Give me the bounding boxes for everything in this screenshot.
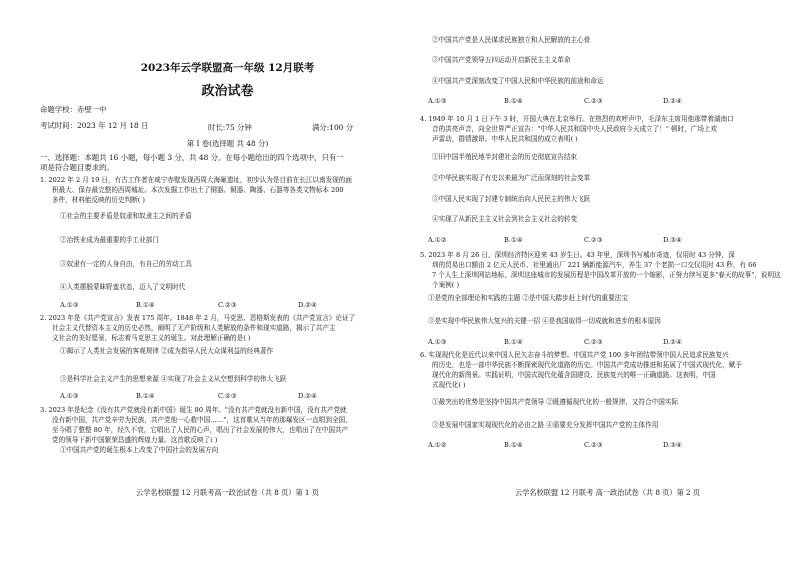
school-line: 命题学校：赤壁一中 xyxy=(40,105,107,114)
q2-stem-line: 义社会的美好愿景，标志着马克思主义的诞生。对此理解正确的是( ) xyxy=(52,334,251,342)
q4-stem-line: 声雷动，群情激昂。中华人民共和国的成立表明( ) xyxy=(432,135,578,143)
q3-stem-line: 没有新中国，共产党辛劳为民族，共产党他一心救中国……"，这首歌从当年的那爆发区一直唱到全国， xyxy=(52,416,352,424)
q3-stem-line: 党的领导下新中国繁荣昌盛的辉煌力量。这首歌反映了( ) xyxy=(52,436,218,444)
q2-option-d[interactable]: D.②④ xyxy=(298,392,317,400)
section-title: 第 I 卷(选择题 共 48 分) xyxy=(186,139,269,148)
q2-option-b[interactable]: B.①④ xyxy=(136,392,155,400)
q4-option-b[interactable]: B.①④ xyxy=(504,236,523,244)
exam-title: 2023年云学联盟高一年级 12月联考 xyxy=(140,62,315,74)
q2-option-a[interactable]: A.①③ xyxy=(60,392,79,400)
q4-item: ①旧中国半殖民地半封建社会的历史彻底宣告结束 xyxy=(432,153,578,161)
q1-option-b[interactable]: B.①④ xyxy=(136,301,155,309)
q6-option-b[interactable]: B.①④ xyxy=(504,441,523,449)
exam-duration: 时长:75 分钟 xyxy=(208,123,252,132)
q1-option-c[interactable]: C.②③ xyxy=(218,301,237,309)
q2-stem-line: 社会主义代替资本主义的历史必然，阐明了无产阶级和人类解放的条件和现实道路，揭示了共产主 xyxy=(52,324,336,332)
q4-stem-line: 音的洪亮声音，向全世界严正宣告："中华人民共和国中央人民政府今天成立了！" 顿时，广场上欢 xyxy=(432,125,718,133)
q5-stem-line: 个案例( ) xyxy=(432,281,460,289)
q6-item: ①最突出的优势是坚持中国共产党领导 ②既遵循现代化的一般规律，又符合中国实际 xyxy=(432,398,679,406)
q5-stem-line: 7 个人生上深圳网站地标，深圳这座城市的发展历程是中国改革开放的一个缩影，正努力续写更多"春天的故事"，说明这 xyxy=(432,271,781,279)
q1-item: ④人类摆脱蒙昧野蛮状态，迈入了文明时代 xyxy=(60,283,186,291)
q5-option-b[interactable]: B.①④ xyxy=(504,338,523,346)
q4-item: ②中华民族实现了有史以来最为广泛而深刻的社会变革 xyxy=(432,174,591,182)
q1-option-a[interactable]: A.①③ xyxy=(60,301,79,309)
q2-stem-line: 2. 2023 年是《共产党宣言》发表 175 周年。1848 年 2 月，马克思、恩格斯发表的《共产党宣言》论证了 xyxy=(40,314,356,322)
q6-stem-line: 现代化的新图景。实践证明，中国式现代化蕴含国建设、民族复兴的唯一正确道路。这表明，中国 xyxy=(432,371,716,379)
q3-option-c[interactable]: C.②③ xyxy=(584,97,603,105)
q1-stem-line: 1. 2022 年 2 月 19 日，有古工作者在咸宁赤壁发现西周大海砸遗址，初步认为是目前在长江以南发现的面 xyxy=(40,176,352,184)
q2-item: ③是科学社会主义产生的思想来源 ④实现了社会主义从空想到科学的伟大飞跃 xyxy=(60,375,287,383)
q4-option-a[interactable]: A.①② xyxy=(428,236,447,244)
q1-item: ①社会的主要矛盾是奴隶和奴隶主之间的矛盾 xyxy=(60,212,192,220)
q6-stem-line: 6. 实现现代化是近代以来中国人民矢志奋斗的梦想。中国共产党 100 多年团结带领中国人民追求民族复兴 xyxy=(420,351,729,359)
q5-stem-line: 圳的贸易出口额由 2 亿元人民币、社里通出厂 221 辆新能源汽车，养生 37 个老损一口交仅用时 43 秒，有 66 xyxy=(432,261,757,269)
q6-item: ③是发展中国家实现现代化的必由之路 ④需要充分发挥中国共产党的主体作用 xyxy=(432,421,659,429)
q1-item: ②冶铁业成为最重要的手工业部门 xyxy=(60,236,159,244)
q3-stem-line: 3. 2023 年是纪念《没有共产党就没有新中国》诞生 80 周年。"没有共产党就没有新中国，没有共产党就 xyxy=(40,406,347,414)
q1-stem-line: 多件，材料能反映的历史判断( ) xyxy=(52,196,145,204)
q5-item: ③是实现中华民族伟大复兴的关键一招 ④是我国取得一切成就和进步的根本原因 xyxy=(428,317,661,325)
q3-option-a[interactable]: A.①③ xyxy=(428,97,447,105)
q3-option-b[interactable]: B.①④ xyxy=(504,97,523,105)
q1-option-d[interactable]: D.②④ xyxy=(298,301,317,309)
exam-date: 考试时间：2023 年 12 月 18 日 xyxy=(40,121,149,130)
q3-item: ②中国共产党是人民谋求民族独立和人民解放的主心骨 xyxy=(432,36,591,44)
q3-item: ④中国共产党深刻改变了中国人民和中华民族的前途和命运 xyxy=(432,77,604,85)
q3-item: ①中国共产党的诞生根本上改变了中国社会的发展方向 xyxy=(60,446,219,454)
q3-stem-line: 至今唱了整整 80 年，经久不衰，它唱出了人民的心声，唱出了社会发展的伟大，也唱出了在中国共产 xyxy=(52,426,349,434)
exam-subtitle: 政治试卷 xyxy=(201,84,254,99)
q4-option-c[interactable]: C.②③ xyxy=(584,236,603,244)
q1-item: ③奴隶有一定的人身自由，有自己的劳动工具 xyxy=(60,260,192,268)
q6-option-c[interactable]: C.②③ xyxy=(584,441,603,449)
q6-stem-line: 式现代化( ) xyxy=(432,381,466,389)
page-footer: 云学名校联盟 12 月联考 高一政治试卷（共 8 页）第 2 页 xyxy=(514,488,701,497)
q5-stem-line: 5. 2023 年 8 月 26 日，深圳经济特区迎来 43 岁生日。43 年里，深圳书写城市奇迹，仅用时 43 分钟，深 xyxy=(420,251,735,259)
q6-option-d[interactable]: D.③④ xyxy=(663,441,682,449)
q6-stem-line: 的历史，也是一部中华民族不断探索现代化道路的历史。中国共产党成功推进和拓展了中国式现代化，赋予 xyxy=(432,361,742,369)
q4-option-d[interactable]: D.③④ xyxy=(663,236,682,244)
q6-option-a[interactable]: A.①② xyxy=(428,441,447,449)
q4-item: ④实现了从新民主主义社会到社会主义社会的转变 xyxy=(432,215,578,223)
instruction-line: 一、选择题：本题共 16 小题，每小题 3 分，共 48 分。在每小题给出的四个选项中，只有一 xyxy=(40,153,344,162)
q2-option-c[interactable]: C.②③ xyxy=(218,392,237,400)
instruction-line: 项是符合题目要求的。 xyxy=(40,163,114,172)
q3-item: ③中国共产党领导五四运动开启新民主主义革命 xyxy=(432,56,571,64)
q4-item: ③中国人民实现了封建专制统治向人民民主的伟大飞跃 xyxy=(432,195,591,203)
q5-option-a[interactable]: A.①③ xyxy=(428,338,447,346)
q5-option-c[interactable]: C.②③ xyxy=(584,338,603,346)
q1-stem-line: 积最大、保存最完整的西周城址。本次发掘工作出土了铜器、铜器、陶器、石器等各类文物标本 200 xyxy=(52,186,344,194)
q2-item: ①揭示了人类社会发展的客观规律 ②成为指导人民大众谋利益的经典著作 xyxy=(60,347,274,355)
q5-item: ①是党的全部理论和实践的主题 ②是中国大踏步赶上时代的重要法宝 xyxy=(428,294,628,302)
q3-option-d[interactable]: D.②④ xyxy=(663,97,682,105)
exam-score: 满分:100 分 xyxy=(312,123,354,132)
page-footer: 云学名校联盟 12 月联考高一政治试卷（共 8 页）第 1 页 xyxy=(136,488,319,497)
q4-stem-line: 4. 1949 年 10 月 1 日下午 3 时，开国大典在北京举行。在热烈的欢呼声中，毛泽东主席用他那带着湖南口 xyxy=(420,115,734,123)
q5-option-d[interactable]: D.②④ xyxy=(663,338,682,346)
